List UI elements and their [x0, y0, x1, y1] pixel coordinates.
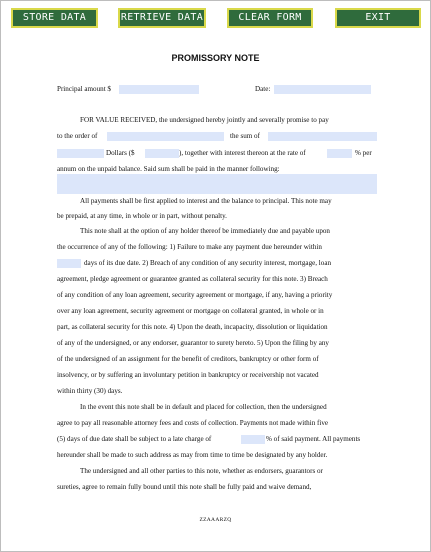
p1-line-2a: to the order of — [57, 132, 98, 140]
p3-line-6: over any loan agreement, security agreement or mortgage on collateral granted, in whole or in — [57, 307, 324, 315]
exit-button[interactable]: EXIT — [335, 8, 421, 28]
p1-line-3c: % per — [355, 149, 372, 157]
p2-line-2: be prepaid, at any time, in whole or in part, without penalty. — [57, 212, 227, 220]
p3-line-2: the occurrence of any of the following: 1) Failure to make any payment due hereunder within — [57, 243, 322, 251]
grace-days-field[interactable] — [57, 259, 81, 268]
sum-words-field[interactable] — [268, 132, 377, 141]
store-data-button[interactable]: STORE DATA — [11, 8, 98, 28]
p4-line-3a: (5) days of due date shall be subject to a late charge of — [57, 435, 212, 443]
p1-line-2b: the sum of — [230, 132, 260, 140]
p3-line-9: of the undersigned of an assignment for the benefit of creditors, bankruptcy or other form of — [57, 355, 319, 363]
p2-line-1: All payments shall be first applied to interest and the balance to principal. This note may — [80, 197, 332, 205]
form-code: ZZAAARZQ — [199, 517, 232, 523]
p5-line-1: The undersigned and all other parties to this note, whether as endorsers, guarantors or — [80, 467, 323, 475]
principal-amount-field[interactable] — [119, 85, 199, 94]
p1-line-3a: Dollars ($ — [106, 149, 135, 157]
date-label: Date: — [255, 85, 271, 93]
p4-line-1: In the event this note shall be in default and placed for collection, then the undersigned — [80, 403, 327, 411]
payee-field[interactable] — [107, 132, 224, 141]
p3-line-5: of any condition of any loan agreement, security agreement or mortgage, if any, having a priority — [57, 291, 333, 299]
p3-line-1: This note shall at the option of any holder thereof be immediately due and payable upon — [80, 227, 330, 235]
p3-line-4: agreement, pledge agreement or guarantee granted as collateral security for this note. 3) Breach — [57, 275, 328, 283]
p4-line-2: agree to pay all reasonable attorney fees and costs of collection. Payments not made within five — [57, 419, 329, 427]
retrieve-data-button[interactable]: RETRIEVE DATA — [118, 8, 206, 28]
date-field[interactable] — [274, 85, 371, 94]
p5-line-2: sureties, agree to remain fully bound until this note shall be fully paid and waive demand, — [57, 483, 312, 491]
p4-line-4: hereunder shall be made to such address as may from time to time be designated by any holder. — [57, 451, 328, 459]
p3-line-3: days of its due date. 2) Breach of any condition of any security interest, mortgage, loan — [84, 259, 332, 267]
interest-rate-field[interactable] — [327, 149, 352, 158]
sum-amount-field[interactable] — [145, 149, 179, 158]
principal-label: Principal amount $ — [57, 85, 111, 93]
payment-manner-field[interactable] — [57, 174, 377, 194]
p3-line-8: of any of the undersigned, or any endorser, guarantor to surety hereto. 5) Upon the filing by any — [57, 339, 329, 347]
p3-line-10: insolvency, or by suffering an involuntary petition in bankruptcy or receivership not vacated — [57, 371, 319, 379]
p1-line-4: annum on the unpaid balance. Said sum shall be paid in the manner following: — [57, 165, 280, 173]
p3-line-11: within thirty (30) days. — [57, 387, 123, 395]
late-charge-field[interactable] — [241, 435, 265, 444]
p1-line-3b: ), together with interest thereon at the rate of — [179, 149, 306, 157]
p1-line-1: FOR VALUE RECEIVED, the undersigned hereby jointly and severally promise to pay — [80, 116, 329, 124]
document-title: PROMISSORY NOTE — [171, 53, 260, 63]
p3-line-7: part, as collateral security for this note. 4) Upon the death, incapacity, dissolution or liquidation — [57, 323, 328, 331]
clear-form-button[interactable]: CLEAR FORM — [227, 8, 313, 28]
sum-words-continued-field[interactable] — [57, 149, 104, 158]
p4-line-3b: % of said payment. All payments — [266, 435, 361, 443]
toolbar — [0, 0, 431, 34]
